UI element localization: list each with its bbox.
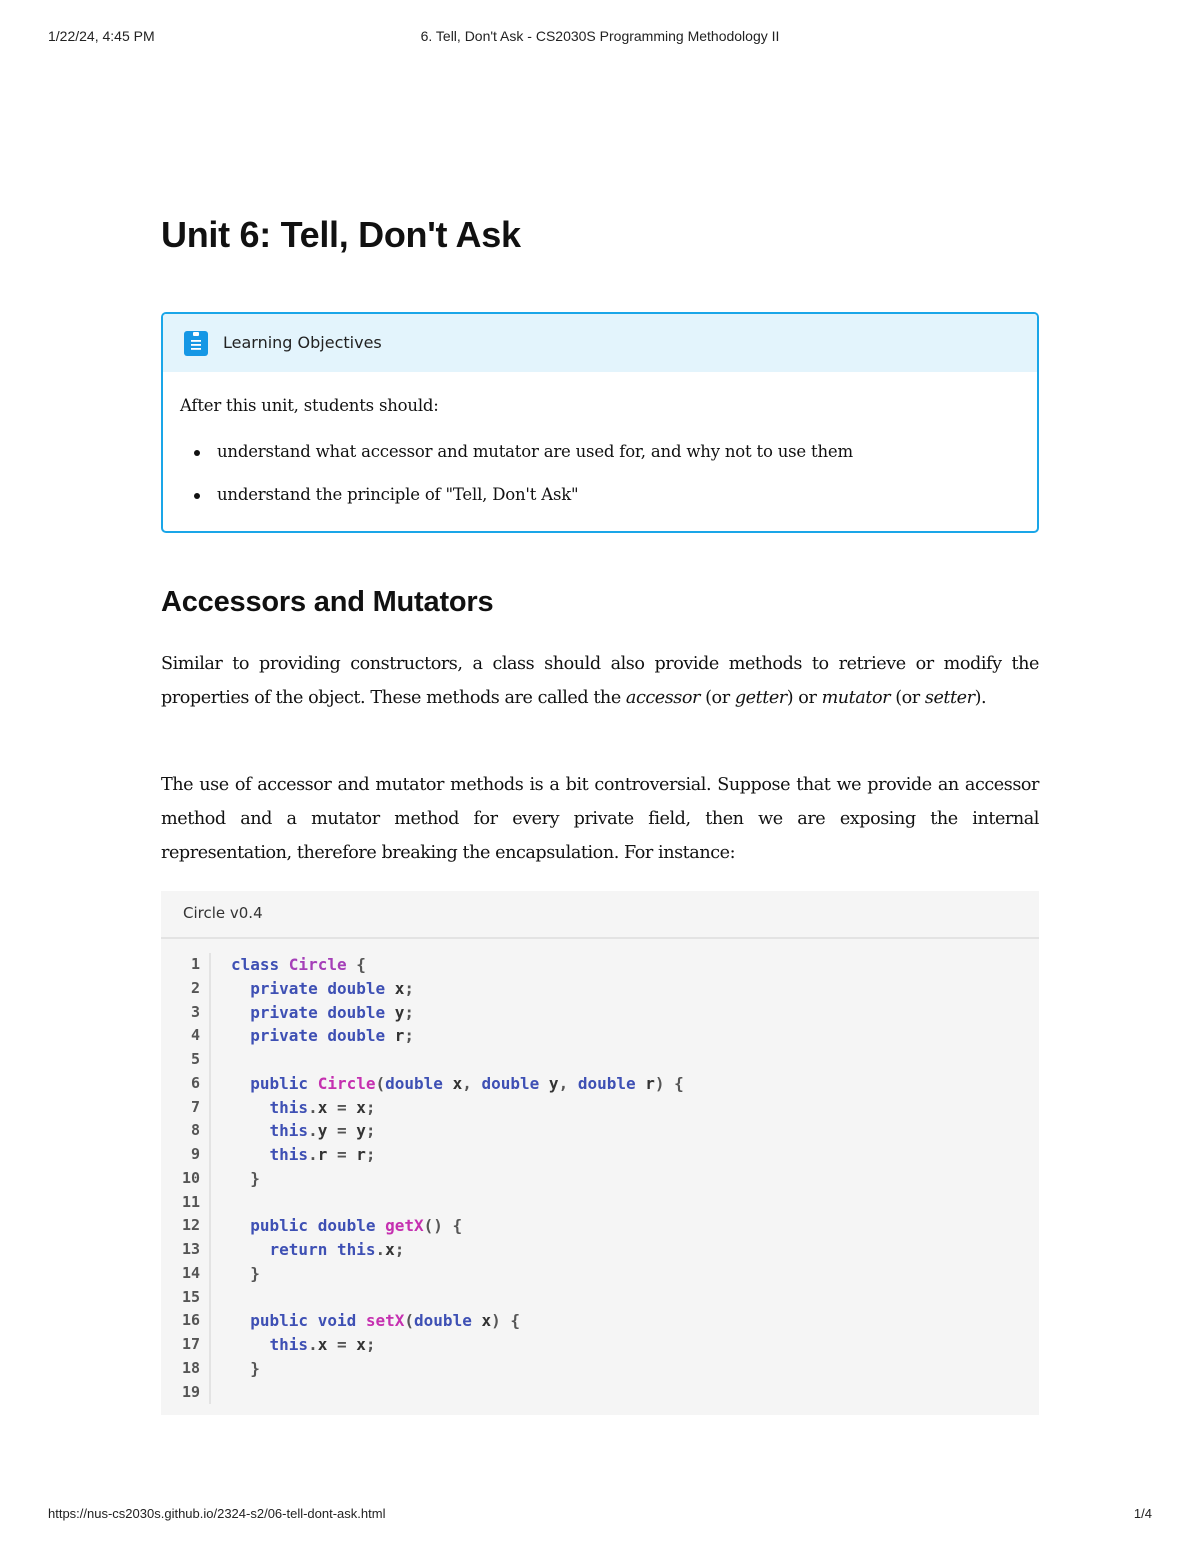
code-token: [231, 1074, 250, 1093]
emphasis-getter: getter: [734, 688, 787, 708]
code-token: double: [577, 1073, 646, 1093]
code-token: ,: [558, 1073, 578, 1093]
code-token: r: [394, 1026, 405, 1046]
code-token: r: [645, 1073, 655, 1093]
code-token: [231, 1026, 250, 1045]
list-item: understand the principle of "Tell, Don't Ask": [180, 484, 1019, 506]
code-line: [231, 1309, 684, 1333]
code-block-title: Circle v0.4: [161, 891, 1039, 939]
code-line: [231, 1191, 684, 1215]
paragraph-controversy: The use of accessor and mutator methods is a bit controversial. Suppose that we provide an accessor method and a mutator method for every private field, then we are exposing the internal representation, therefore breaking the encapsulation. For instance:: [161, 775, 1039, 863]
code-token: [231, 979, 250, 998]
code-token: ;: [365, 1145, 376, 1164]
code-token: .: [308, 1121, 318, 1141]
code-line: [231, 977, 684, 1001]
line-number: 10: [181, 1168, 200, 1187]
code-line: [231, 1262, 684, 1286]
text-run: (or: [890, 688, 925, 708]
code-token: private double: [250, 1002, 395, 1022]
code-token: .: [308, 1335, 318, 1354]
code-token: x: [394, 978, 405, 998]
line-number: 12: [181, 1216, 200, 1235]
code-token: =: [327, 1121, 357, 1141]
code-line: [231, 1072, 684, 1096]
code-token: {: [346, 955, 366, 974]
text-run: ) or: [786, 688, 822, 708]
paragraph-accessors-intro: [161, 647, 1039, 715]
code-token: double: [481, 1073, 549, 1093]
line-number: 3: [190, 1002, 200, 1021]
line-number: 14: [181, 1263, 200, 1282]
line-number: 19: [181, 1382, 200, 1401]
code-line: [231, 1001, 684, 1025]
code-token: [231, 1335, 270, 1354]
code-token: x: [385, 1240, 395, 1259]
code-line: [231, 1214, 684, 1238]
code-line: [231, 1286, 684, 1310]
code-token: this: [269, 1145, 309, 1164]
code-token: ;: [365, 1121, 376, 1141]
line-number: 18: [181, 1358, 200, 1377]
code-token: ) {: [491, 1311, 521, 1331]
line-number: 7: [190, 1097, 200, 1116]
code-token: public: [250, 1073, 318, 1093]
code-line: [231, 1096, 684, 1120]
code-token: =: [327, 1145, 357, 1164]
code-line: [231, 1048, 684, 1072]
clipboard-list-icon: [184, 331, 208, 356]
learning-objectives-title: Learning Objectives: [223, 333, 382, 352]
code-token: x: [317, 1335, 328, 1354]
learning-objectives-box: [161, 312, 1039, 533]
code-token: .: [308, 1145, 318, 1164]
text-run: Similar to providing constructors, a class should also provide methods to retrieve or modify the properties of the object. These methods are called the: [161, 654, 1039, 708]
code-line: [231, 1238, 684, 1262]
code-token: class: [231, 955, 289, 974]
code-token: r: [317, 1145, 328, 1164]
code-token: [231, 1121, 270, 1140]
print-url: https://nus-cs2030s.github.io/2324-s2/06-tell-dont-ask.html: [48, 1506, 386, 1521]
code-token: () {: [423, 1216, 463, 1236]
code-token: [231, 1240, 270, 1259]
learning-objectives-body: [163, 372, 1037, 506]
code-token: double: [385, 1073, 453, 1093]
line-number: 11: [181, 1192, 200, 1211]
code-token: r: [356, 1145, 366, 1164]
text-run: (or: [700, 688, 735, 708]
list-item: understand what accessor and mutator are used for, and why not to use them: [180, 441, 1019, 463]
code-token: private double: [250, 1026, 395, 1046]
code-token: ) {: [654, 1073, 684, 1093]
code-token: ;: [365, 1097, 376, 1117]
line-number: 17: [181, 1335, 200, 1353]
code-line: [231, 1143, 684, 1167]
code-token: y: [317, 1121, 328, 1141]
print-page-number: 1/4: [1133, 1506, 1152, 1521]
code-token: }: [231, 1358, 260, 1378]
code-token: (: [375, 1073, 386, 1093]
line-number: 6: [190, 1073, 200, 1092]
code-line: [231, 1333, 684, 1357]
code-token: ,: [462, 1073, 482, 1093]
code-token: y: [548, 1073, 559, 1093]
print-header: [48, 28, 1152, 48]
code-token: return this: [269, 1240, 376, 1259]
code-line: [231, 1357, 684, 1381]
line-number-gutter: [161, 953, 211, 1404]
code-lines: [231, 953, 684, 1404]
code-token: =: [327, 1335, 357, 1354]
code-token: .: [375, 1240, 386, 1259]
line-number: 13: [181, 1240, 200, 1258]
code-line: [231, 1024, 684, 1048]
emphasis-setter: setter: [924, 688, 975, 708]
code-token: [231, 1311, 250, 1330]
code-token: Circle: [317, 1073, 376, 1093]
code-token: }: [231, 1263, 260, 1283]
line-number: 9: [190, 1145, 200, 1163]
code-token: ;: [404, 1026, 415, 1046]
code-token: public double: [250, 1216, 386, 1236]
line-number: 8: [190, 1121, 200, 1140]
code-token: y: [394, 1002, 405, 1022]
line-number: 2: [190, 978, 200, 997]
code-token: x: [317, 1097, 328, 1117]
code-token: getX: [385, 1216, 424, 1236]
code-token: ;: [404, 978, 415, 998]
emphasis-accessor: accessor: [625, 688, 700, 708]
code-token: [231, 1098, 270, 1117]
line-number: 1: [190, 955, 200, 973]
code-token: (: [404, 1311, 415, 1331]
code-body[interactable]: [161, 939, 1039, 1401]
code-token: x: [481, 1311, 492, 1331]
code-token: .: [308, 1097, 318, 1117]
code-token: x: [356, 1335, 366, 1354]
page-title: Unit 6: Tell, Don't Ask: [161, 214, 521, 255]
code-token: public void: [250, 1311, 366, 1331]
code-line: [231, 1167, 684, 1191]
code-token: x: [356, 1097, 366, 1117]
code-token: [231, 1003, 250, 1022]
code-token: ;: [365, 1335, 376, 1354]
code-token: y: [356, 1121, 366, 1141]
code-token: ;: [404, 1002, 415, 1022]
print-doc-title: 6. Tell, Don't Ask - CS2030S Programming Methodology II: [420, 28, 780, 44]
code-token: this: [269, 1121, 309, 1141]
code-token: this: [269, 1097, 309, 1117]
text-run: ).: [974, 688, 987, 708]
code-token: ;: [394, 1240, 405, 1259]
code-token: [231, 1145, 270, 1164]
code-token: private double: [250, 978, 395, 998]
code-token: setX: [365, 1311, 405, 1331]
code-token: this: [269, 1335, 309, 1354]
learning-objectives-list: [180, 441, 1019, 506]
emphasis-mutator: mutator: [821, 688, 891, 708]
code-token: =: [327, 1097, 357, 1117]
print-datetime: 1/22/24, 4:45 PM: [48, 28, 155, 44]
learning-objectives-header: [163, 314, 1037, 372]
code-line: [231, 953, 684, 977]
code-token: Circle: [288, 955, 347, 974]
section-title: Accessors and Mutators: [161, 586, 494, 618]
code-token: x: [452, 1073, 463, 1093]
line-number: 5: [190, 1050, 200, 1068]
code-token: [231, 1216, 250, 1235]
learning-objectives-intro: After this unit, students should:: [180, 396, 439, 415]
code-line: [231, 1119, 684, 1143]
print-footer: [48, 1506, 1152, 1526]
code-block: [161, 891, 1039, 1415]
code-token: }: [231, 1168, 260, 1188]
line-number: 16: [181, 1311, 200, 1330]
line-number: 15: [181, 1287, 200, 1306]
code-token: double: [414, 1311, 482, 1331]
line-number: 4: [190, 1026, 200, 1045]
code-line: [231, 1381, 684, 1405]
